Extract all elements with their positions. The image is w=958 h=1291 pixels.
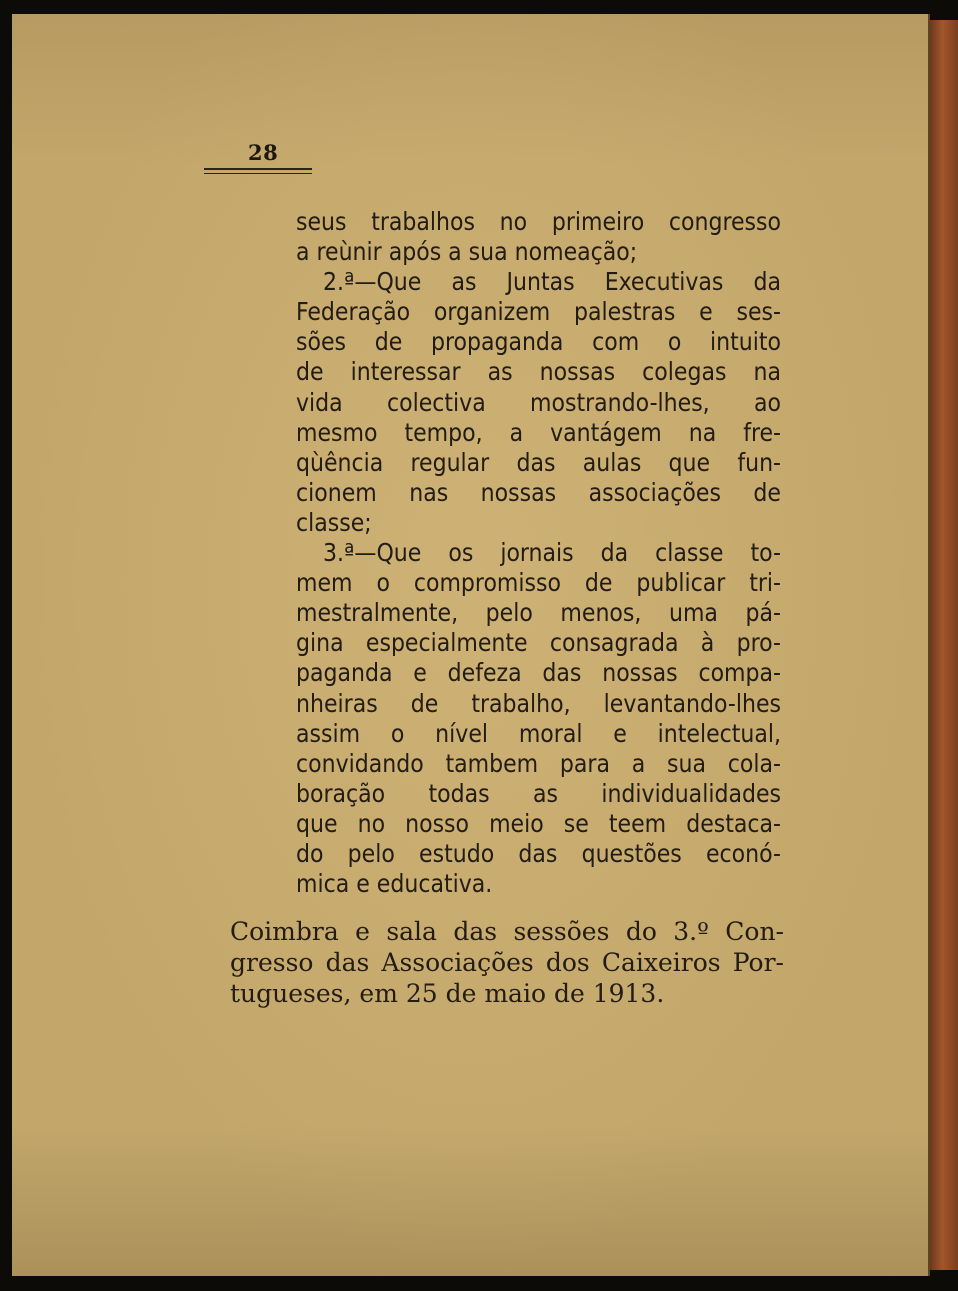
text-line: gina especialmente consagrada à pro- xyxy=(296,628,781,658)
closing-statement xyxy=(230,916,784,1009)
text-line: mem o compromisso de publicar tri- xyxy=(296,568,781,598)
text-line: mica e educativa. xyxy=(296,869,493,899)
text-line: seus trabalhos no primeiro congresso xyxy=(296,207,781,236)
text-line: Federação organizem palestras e ses- xyxy=(296,297,781,327)
resolution-text xyxy=(296,207,781,899)
closing-line: gresso das Associações dos Caixeiros Por- xyxy=(230,948,784,977)
closing-line: tugueses, em 25 de maio de 1913. xyxy=(230,979,665,1008)
text-line: boração todas as individualidades xyxy=(296,778,781,808)
header-rule-thin xyxy=(204,173,312,174)
text-line: assim o nível moral e intelectual, xyxy=(296,718,781,748)
text-line: vida colectiva mostrando-lhes, ao xyxy=(296,387,781,417)
text-line: sões de propaganda com o intuito xyxy=(296,327,781,357)
header-rule xyxy=(204,168,312,170)
text-line: mesmo tempo, a vantágem na fre- xyxy=(296,417,781,447)
text-line: mestralmente, pelo menos, uma pá- xyxy=(296,598,781,628)
text-line: paganda e defeza das nossas compa- xyxy=(296,658,781,688)
text-line: cionem nas nossas associações de xyxy=(296,477,781,507)
text-line: 2.ª—Que as Juntas Executivas da xyxy=(323,267,781,297)
text-line: do pelo estudo das questões econó- xyxy=(296,838,781,868)
book-spine-edge xyxy=(930,20,958,1270)
text-line: a reùnir após a sua nomeação; xyxy=(296,237,638,267)
text-line: que no nosso meio se teem destaca- xyxy=(296,808,781,838)
text-line: 3.ª—Que os jornais da classe to- xyxy=(323,538,781,568)
page-number: 28 xyxy=(248,140,279,165)
text-line: nheiras de trabalho, levantando-lhes xyxy=(296,688,781,718)
closing-line: Coimbra e sala das sessões do 3.º Con- xyxy=(230,917,784,946)
text-line: convidando tambem para a sua cola- xyxy=(296,748,781,778)
text-line: de interessar as nossas colegas na xyxy=(296,357,781,387)
text-line: classe; xyxy=(296,507,372,537)
text-line: qùência regular das aulas que fun- xyxy=(296,447,781,477)
